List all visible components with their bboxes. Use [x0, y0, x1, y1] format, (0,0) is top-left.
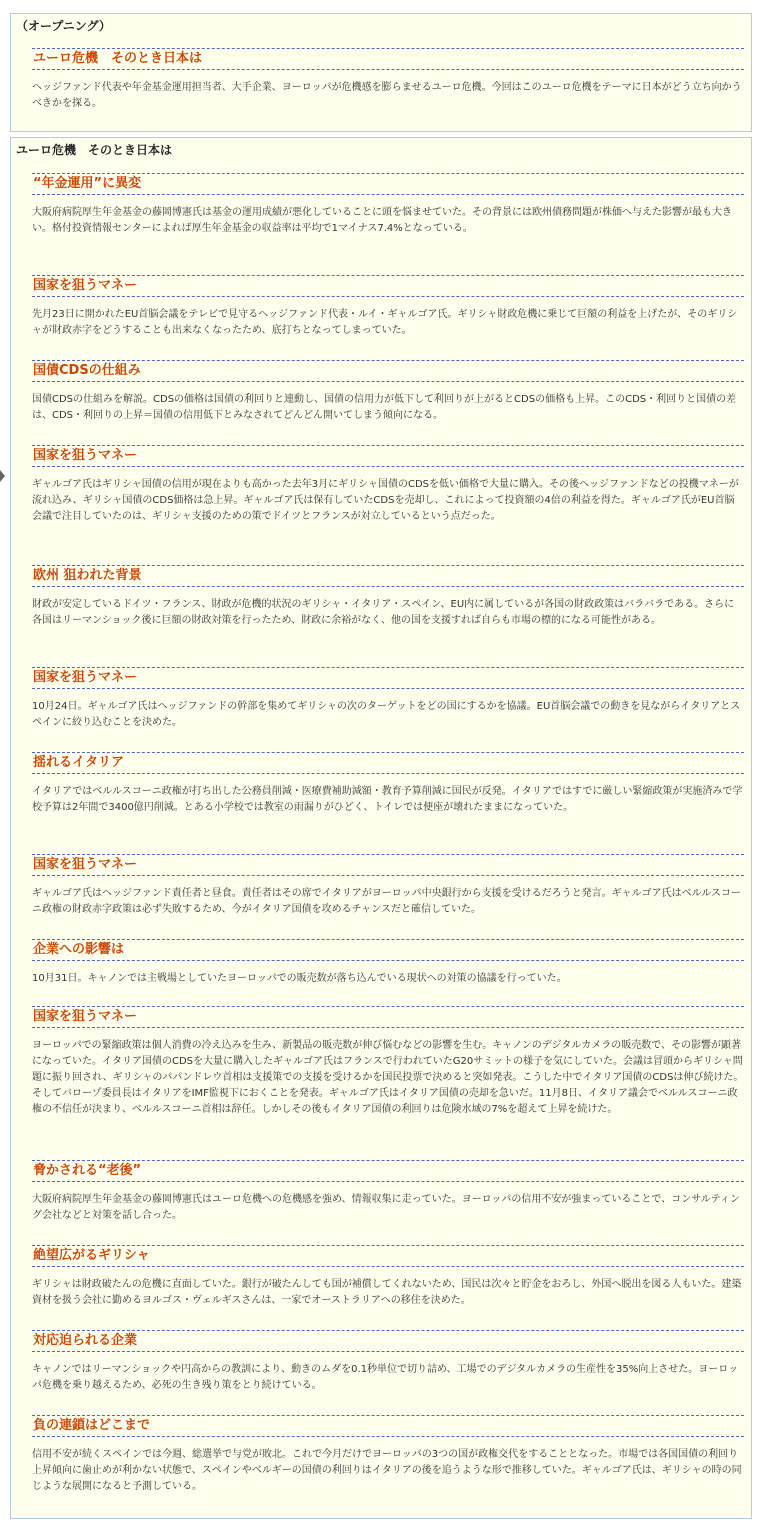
section-body: 10月31日。キャノンでは主戦場としていたヨーロッパでの販売数が落ち込んでいる現状への対策の協議を行っていた。 — [32, 973, 567, 984]
opening-section — [32, 48, 744, 112]
section-body: キャノンではリーマンショックや円高からの教訓により、動きのムダを0.1秒単位で切り詰め、工場でのデジタルカメラの生産性を35%向上させた。ヨーロッパ危機を乗り越えるため、必死の生き残り策をとり続けている。 — [32, 1364, 739, 1391]
section-6 — [32, 667, 744, 731]
section-heading: 国債CDSの仕組み — [32, 360, 744, 382]
section-2 — [32, 275, 744, 339]
section-heading: 負の連鎖はどこまで — [32, 1415, 744, 1437]
opening-label: （オープニング） — [16, 19, 111, 33]
section-body: 10月24日。ギャルゴア氏はヘッジファンドの幹部を集めてギリシャの次のターゲットをどの国にするかを協議。EU首脳会議での動きを見ながらイタリアとスペインに絞り込むことを決めた。 — [32, 701, 741, 728]
section-heading: 国家を狙うマネー — [32, 854, 744, 876]
section-5 — [32, 565, 744, 629]
section-14 — [32, 1415, 744, 1495]
section-heading: 絶望広がるギリシャ — [32, 1245, 744, 1267]
section-heading: 対応迫られる企業 — [32, 1330, 744, 1352]
left-edge-arrow-icon — [0, 470, 5, 482]
section-heading: 国家を狙うマネー — [32, 445, 744, 467]
section-12 — [32, 1245, 744, 1309]
section-heading: 国家を狙うマネー — [32, 275, 744, 297]
section-heading: 企業への影響は — [32, 939, 744, 961]
section-11 — [32, 1160, 744, 1224]
opening-heading: ユーロ危機 そのとき日本は — [32, 48, 744, 70]
section-body: ギリシャは財政破たんの危機に直面していた。銀行が破たんしても国が補償してくれないため、国民は次々と貯金をおろし、外国へ脱出を図る人もいた。建築資材を扱う会社に勤めるヨルゴス・ヴェルギスさんは、一家でオーストラリアへの移住を決めた。 — [32, 1279, 742, 1306]
section-10 — [32, 1006, 744, 1118]
section-body: イタリアではベルルスコーニ政権が打ち出した公務員削減・医療費補助減額・教育予算削減に国民が反発。イタリアではすでに厳しい緊縮政策が実施済みで学校予算は2年間で3400億円削減。とある小学校では教室の雨漏りがひどく、トイレでは便座が壊れたままになっていた。 — [32, 786, 743, 813]
opening-body: ヘッジファンド代表や年金基金運用担当者、大手企業、ヨーロッパが危機感を膨らませるユーロ危機。今回はこのユーロ危機をテーマに日本がどう立ち向かうべきかを探る。 — [32, 82, 742, 109]
section-body: 先月23日に開かれたEU首脳会議をテレビで見守るヘッジファンド代表・ルイ・ギャルゴア氏。ギリシャ財政危機に乗じて巨額の利益を上げたが、そのギリシャが財政赤字をどうすることも出来なくなったため、底打ちとなってしまっていた。 — [32, 309, 738, 336]
section-7 — [32, 752, 744, 816]
section-body: 財政が安定しているドイツ・フランス、財政が危機的状況のギリシャ・イタリア・スペイン、EU内に属しているが各国の財政政策はバラバラである。さらに各国はリーマンショック後に巨額の財政対策を行ったため、財政に余裕がなく、他の国を支援すれば自らも市場の標的になる可能性がある。 — [32, 599, 735, 626]
section-body: ギャルゴア氏はギリシャ国債の信用が現在よりも高かった去年3月にギリシャ国債のCDSを低い価格で大量に購入。その後ヘッジファンドなどの投機マネーが流れ込み、ギリシャ国債のCDS価格は急上昇。ギャルゴア氏は保有していたCDSを売却し、これによって投資額の4倍の利益を得た。ギャルゴア氏がEU首脳会議で注目していたのは、ギリシャ支援のための策でドイツとフランスが対立しているという点だった。 — [32, 479, 739, 522]
section-8 — [32, 854, 744, 918]
section-body: ギャルゴア氏はヘッジファンド責任者と昼食。責任者はその席でイタリアがヨーロッパ中央銀行から支援を受けるだろうと発言。ギャルゴア氏はベルルスコーニ政権の財政赤字政策は必ず失敗するため、今がイタリア国債を攻めるチャンスだと確信していた。 — [32, 888, 742, 915]
section-1 — [32, 173, 744, 237]
section-4 — [32, 445, 744, 525]
section-9 — [32, 939, 744, 987]
section-heading: “年金運用”に異変 — [32, 173, 744, 195]
opening-panel — [10, 13, 752, 132]
section-body: ヨーロッパでの緊縮政策は個人消費の冷え込みを生み、新製品の販売数が伸び悩むなどの影響を生む。キャノンのデジタルカメラの販売数で、その影響が顕著になっていた。イタリア国債のCDSを大量に購入したギャルゴア氏はフランスで行われていたG20サミットの様子を気にしていた。会議は冒頭からギリシャ問題に振り回され、ギリシャのパパンドレウ首相は支援策での支援を受けるかを国民投票で決めると突如発表。こうした中でイタリア国債のCDSは伸び続けた。そしてバローゾ委員長はイタリアをIMF監視下におくことを発表。ギャルゴア氏はイタリア国債の売却を急いだ。11月8日、イタリア議会でベルルスコーニ政権の不信任が決まり、ベルルスコーニ首相は辞任。しかしその後もイタリア国債の利回りは危険水域の7%を超えて上昇を続けた。 — [32, 1040, 744, 1115]
section-body: 大阪府病院厚生年金基金の藤岡博憲氏はユーロ危機への危機感を強め、情報収集に走っていた。ヨーロッパの信用不安が強まっていることで、コンサルティング会社などと対策を話し合った。 — [32, 1194, 740, 1221]
main-panel — [10, 137, 752, 1519]
section-heading: 国家を狙うマネー — [32, 1006, 744, 1028]
section-body: 信用不安が続くスペインでは今週、総選挙で与党が敗北。これで今月だけでヨーロッパの3つの国が政権交代をすることとなった。市場では各国国債の利回り上昇傾向に歯止めが利かない状態で、スペインやベルギーの国債の利回りはイタリアの後を追うような形で推移していた。ギャルゴア氏は、ギリシャの時の同じような展開になると予測している。 — [32, 1449, 742, 1492]
section-heading: 揺れるイタリア — [32, 752, 744, 774]
section-heading: 脅かされる“老後” — [32, 1160, 744, 1182]
section-body: 大阪府病院厚生年金基金の藤岡博憲氏は基金の運用成績が悪化していることに頭を悩ませていた。その背景には欧州債務問題が株価へ与えた影響が最も大きい。格付投資情報センターによれば厚生年金基金の収益率は平均で1マイナス7.4%となっている。 — [32, 207, 732, 234]
section-heading: 欧州 狙われた背景 — [32, 565, 744, 587]
section-13 — [32, 1330, 744, 1394]
section-body: 国債CDSの仕組みを解説。CDSの価格は国債の利回りと連動し、国債の信用力が低下して利回りが上がるとCDSの価格も上昇。このCDS・利回りと国債の差は、CDS・利回りの上昇＝国債の信用低下とみなされてどんどん開いてしまう傾向になる。 — [32, 394, 737, 421]
main-title: ユーロ危機 そのとき日本は — [16, 143, 173, 157]
section-heading: 国家を狙うマネー — [32, 667, 744, 689]
section-3 — [32, 360, 744, 424]
